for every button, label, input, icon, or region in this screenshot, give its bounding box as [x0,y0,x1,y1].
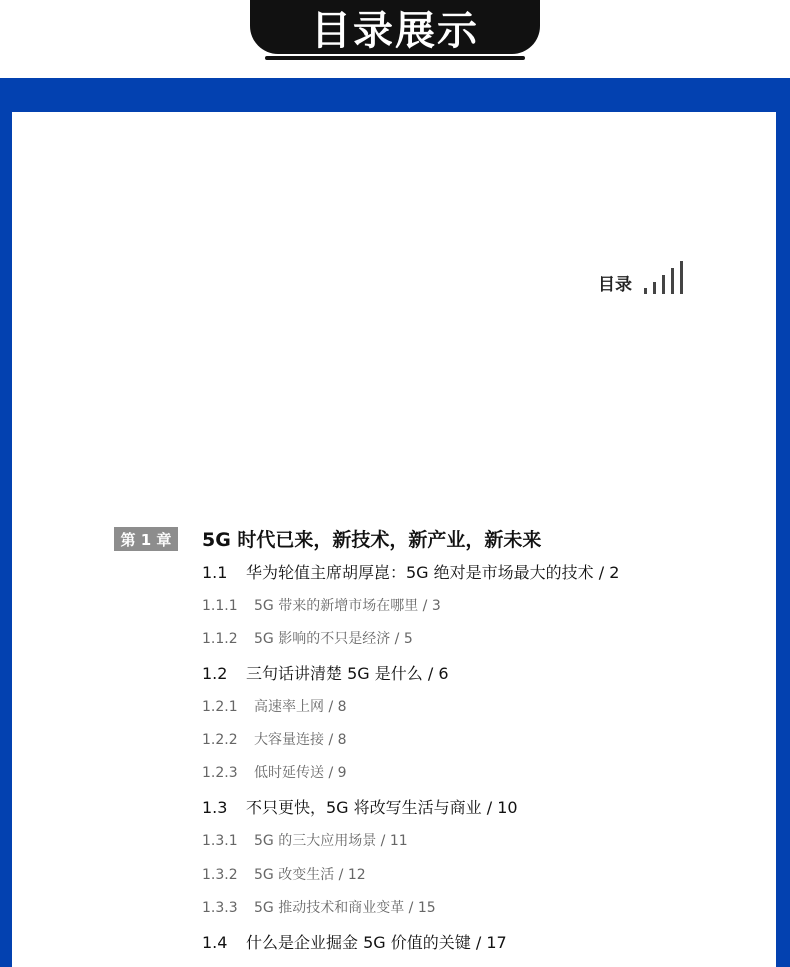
toc-entry[interactable] [202,699,347,716]
toc-entry[interactable] [202,563,619,582]
entry-number: 1.4 [202,933,228,952]
entry-text: 5G 影响的不只是经济 / 5 [254,631,413,647]
entry-text: 大容量连接 / 8 [254,732,347,748]
entry-number: 1.1.2 [202,631,238,647]
toc-entry[interactable] [202,867,366,884]
toc-entry[interactable] [202,732,347,749]
entry-number: 1.3.1 [202,833,238,849]
chapter-badge: 第 1 章 [114,527,178,551]
toc-header [598,260,683,294]
entry-text: 低时延传送 / 9 [254,765,347,781]
toc-title: 目录 [598,275,632,295]
entry-number: 1.3 [202,798,228,817]
entry-text: 高速率上网 / 8 [254,699,347,715]
entry-text: 不只更快，5G 将改写生活与商业 / 10 [246,798,518,817]
entry-text: 5G 带来的新增市场在哪里 / 3 [254,598,441,614]
toc-entry[interactable] [202,664,449,683]
entry-number: 1.3.3 [202,900,238,916]
toc-entry[interactable] [202,798,518,817]
toc-entry[interactable] [202,900,436,917]
entry-text: 5G 推动技术和商业变革 / 15 [254,900,436,916]
entry-text: 5G 改变生活 / 12 [254,867,366,883]
entry-number: 1.1 [202,563,228,582]
banner-underline [265,56,525,60]
signal-bars-icon [644,260,683,294]
entry-text: 华为轮值主席胡厚崑：5G 绝对是市场最大的技术 / 2 [246,563,620,582]
toc-entry[interactable] [202,833,408,850]
entry-text: 什么是企业掘金 5G 价值的关键 / 17 [246,933,507,952]
toc-entry[interactable] [202,933,507,952]
toc-entry[interactable] [202,598,441,615]
banner [250,0,540,54]
toc-entry[interactable] [202,765,347,782]
entry-text: 5G 的三大应用场景 / 11 [254,833,408,849]
entry-number: 1.2 [202,664,228,683]
entry-number: 1.2.3 [202,765,238,781]
entry-number: 1.2.2 [202,732,238,748]
entry-number: 1.2.1 [202,699,238,715]
entry-number: 1.3.2 [202,867,238,883]
banner-title: 目录展示 [311,7,479,54]
chapter-title: 5G 时代已来，新技术，新产业，新未来 [202,529,542,551]
entry-number: 1.1.1 [202,598,238,614]
entry-text: 三句话讲清楚 5G 是什么 / 6 [246,664,449,683]
toc-page [12,112,776,967]
toc-entry[interactable] [202,631,413,648]
